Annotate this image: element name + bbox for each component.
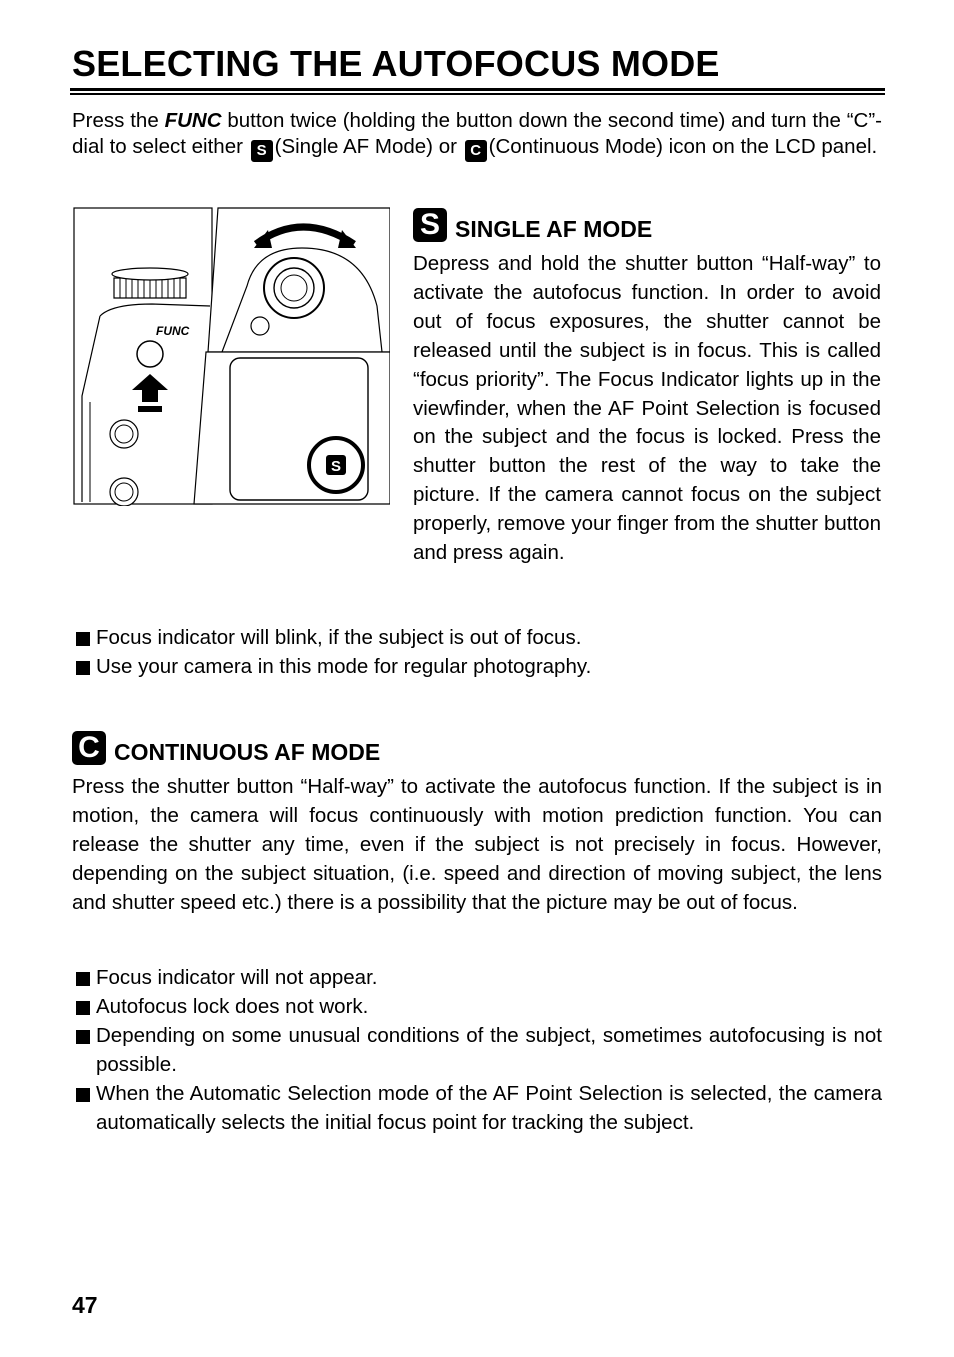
page-title: SELECTING THE AUTOFOCUS MODE — [72, 43, 720, 84]
continuous-af-heading — [72, 731, 380, 765]
title-rule-bottom — [70, 93, 885, 95]
func-button-panel — [74, 208, 212, 506]
func-label: FUNC — [156, 324, 190, 338]
list-item: Focus indicator will blink, if the subject is out of focus. — [72, 624, 882, 653]
list-item: Focus indicator will not appear. — [72, 964, 882, 993]
lcd-panel — [194, 352, 390, 504]
command-dial-panel — [208, 208, 390, 352]
title-rule-top — [70, 88, 885, 91]
continuous-af-notes — [72, 964, 882, 1137]
continuous-af-body: Press the shutter button “Half-way” to activate the autofocus function. If the subject is in motion, the camera will focus continuously with motion prediction function. You can release the shutter any time, even if the subject is not precisely in focus. However, depending on the subject situation, (i.e. speed and direction of moving subject, the lens and shutter speed etc.) there is a possibility that the picture may be out of focus. — [72, 775, 882, 914]
list-item: Autofocus lock does not work. — [72, 993, 882, 1022]
square-bullet-icon — [76, 972, 90, 986]
list-item: When the Automatic Selection mode of the AF Point Selection is selected, the camera automatically selects the initial focus point for tracking the subject. — [72, 1080, 882, 1138]
lcd-s-icon: S — [330, 458, 342, 475]
intro-text-4: (Continuous Mode) icon on the LCD panel. — [488, 134, 878, 158]
list-item: Depending on some unusual conditions of the subject, sometimes autofocusing is not possible. — [72, 1022, 882, 1080]
single-af-heading — [413, 208, 652, 242]
camera-illustration — [72, 206, 390, 506]
square-bullet-icon — [76, 1088, 90, 1102]
continuous-af-title: CONTINUOUS AF MODE — [114, 739, 381, 765]
single-af-body: Depress and hold the shutter button “Half-way” to activate the autofocus function. In order to avoid out of focus exposures, the shutter cannot be released until the subject is in focus. This is called “focus priority”. The Focus Indicator lights up in the viewfinder, when the AF Point Selection is focused on the subject and the focus is locked. Press the shutter button the rest of the way to take the picture. If the camera cannot focus on the subject properly, remove your finger from the shutter button and press again. — [413, 252, 881, 565]
page-number: 47 — [72, 1292, 98, 1318]
square-bullet-icon — [76, 632, 90, 646]
list-item: Use your camera in this mode for regular photography. — [72, 653, 882, 682]
intro-text-3: (Single AF Mode) or — [274, 134, 463, 158]
single-af-icon: S — [251, 140, 273, 162]
square-bullet-icon — [76, 1001, 90, 1015]
single-af-title: SINGLE AF MODE — [455, 216, 653, 242]
square-bullet-icon — [76, 661, 90, 675]
single-af-notes — [72, 624, 882, 682]
intro-paragraph — [72, 108, 882, 162]
func-button-label: FUNC — [164, 109, 222, 132]
intro-text-2: button twice (holding the button down the second time) and turn the “C”-dial to select either — [72, 109, 882, 158]
intro-text-1: Press the — [72, 109, 165, 132]
continuous-af-large-icon: C — [72, 731, 106, 765]
single-af-large-icon: S — [413, 208, 447, 242]
continuous-af-icon: C — [465, 140, 487, 162]
square-bullet-icon — [76, 1030, 90, 1044]
